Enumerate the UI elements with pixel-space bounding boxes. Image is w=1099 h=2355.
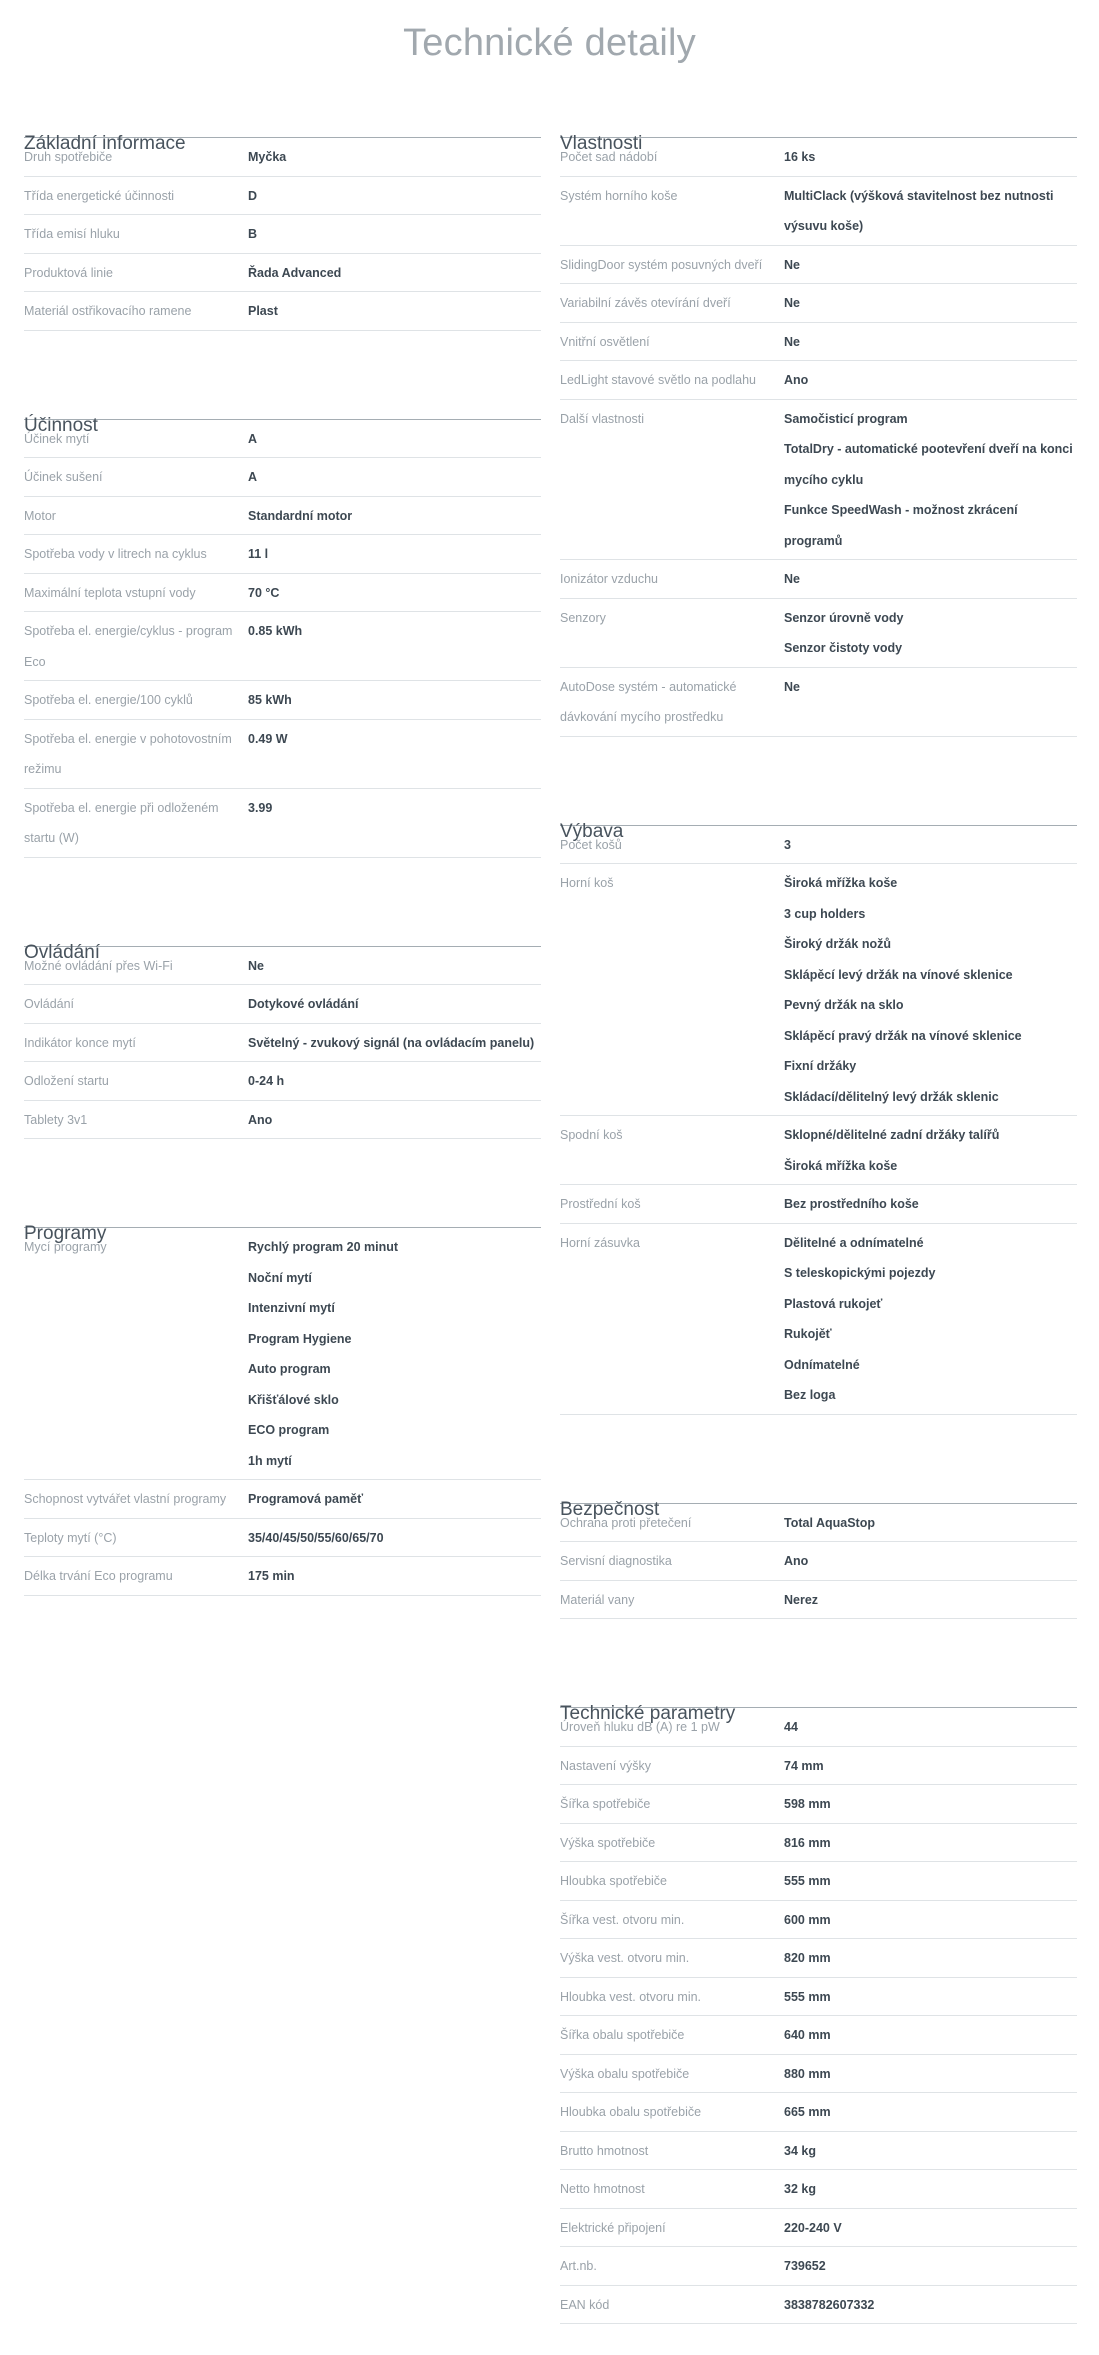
spec-label: Schopnost vytvářet vlastní programy — [24, 1492, 227, 1506]
spec-row — [560, 2132, 1077, 2171]
section-title — [560, 768, 1077, 842]
spec-values — [784, 288, 1077, 319]
spec-value: A — [248, 470, 258, 484]
spec-values — [248, 219, 541, 250]
spec-value: 74 mm — [784, 1758, 824, 1773]
spec-value: TotalDry - automatické pootevření dveří na konci mycího cyklu — [784, 442, 1073, 487]
spec-value: Řada Advanced — [248, 265, 342, 280]
spec-values — [248, 1523, 541, 1554]
spec-value: 3838782607332 — [784, 2297, 875, 2312]
spec-label: Účinek mytí — [24, 431, 90, 446]
spec-value: Široká mřížka koše — [784, 1158, 898, 1173]
spec-row — [560, 1504, 1077, 1543]
spec-row — [24, 612, 541, 681]
spec-value: Ne — [248, 958, 264, 973]
spec-value: Dotykové ovládání — [248, 997, 359, 1011]
spec-label: Vnitřní osvětlení — [560, 334, 650, 349]
spec-values — [248, 539, 541, 570]
section-vybava — [560, 768, 1077, 1415]
spec-value: Rychlý program 20 minut — [248, 1240, 399, 1254]
spec-values — [784, 1189, 1077, 1220]
spec-label: Počet sad nádobí — [560, 150, 658, 164]
spec-values — [784, 2251, 1077, 2282]
spec-values — [784, 868, 1077, 1112]
spec-values — [784, 2213, 1077, 2244]
spec-label: Ovládání — [24, 997, 75, 1011]
spec-row — [560, 2170, 1077, 2209]
spec-label: Brutto hmotnost — [560, 2143, 649, 2158]
section-title — [24, 80, 541, 154]
spec-values — [784, 250, 1077, 281]
spec-value: Myčka — [248, 150, 287, 164]
spec-values — [248, 181, 541, 212]
spec-values — [784, 365, 1077, 396]
spec-value: 820 mm — [784, 1951, 831, 1965]
spec-values — [784, 564, 1077, 595]
spec-values — [248, 1028, 541, 1059]
spec-label: LedLight stavové světlo na podlahu — [560, 373, 756, 387]
spec-values — [784, 1982, 1077, 2013]
section-ovladani — [24, 889, 541, 1140]
spec-value: D — [248, 188, 258, 203]
section-title-text: Účinnost — [24, 414, 98, 436]
spec-row — [24, 1519, 541, 1558]
spec-values — [248, 1066, 541, 1097]
spec-values — [248, 462, 541, 493]
spec-label: EAN kód — [560, 2297, 610, 2312]
spec-row — [560, 1224, 1077, 1415]
spec-row — [24, 138, 541, 177]
spec-label: Počet košů — [560, 837, 622, 852]
spec-value: Bez loga — [784, 1388, 836, 1402]
spec-values — [784, 2174, 1077, 2205]
spec-values — [248, 578, 541, 609]
spec-value: Světelný - zvukový signál (na ovládacím panelu) — [248, 1035, 535, 1050]
spec-label: Produktová linie — [24, 265, 113, 280]
spec-label: Nastavení výšky — [560, 1758, 652, 1773]
spec-value: Total AquaStop — [784, 1515, 875, 1530]
spec-values — [784, 2059, 1077, 2090]
spec-value: Program Hygiene — [248, 1331, 352, 1346]
spec-values — [784, 2020, 1077, 2051]
spec-values — [784, 1712, 1077, 1743]
spec-values — [784, 1751, 1077, 1782]
spec-label: Spotřeba el. energie/100 cyklů — [24, 693, 193, 707]
section-title-text: Bezpečnost — [560, 1498, 660, 1520]
section-programy — [24, 1170, 541, 1596]
spec-label: Netto hmotnost — [560, 2182, 645, 2196]
spec-value: 0.85 kWh — [248, 624, 303, 638]
spec-row — [560, 1901, 1077, 1940]
spec-label: Systém horního koše — [560, 188, 678, 203]
spec-row — [560, 2247, 1077, 2286]
spec-row — [24, 947, 541, 986]
spec-value: 665 mm — [784, 2105, 831, 2119]
spec-value: Ne — [784, 296, 800, 310]
section-ucinnost — [24, 362, 541, 858]
spec-row — [560, 2055, 1077, 2094]
spec-value: 555 mm — [784, 1874, 831, 1888]
spec-value: Samočisticí program — [784, 411, 908, 426]
spec-value: 85 kWh — [248, 693, 292, 707]
spec-label: Horní zásuvka — [560, 1235, 640, 1250]
spec-value: 11 l — [248, 547, 269, 561]
spec-value: 816 mm — [784, 1835, 831, 1850]
spec-row — [24, 1101, 541, 1140]
spec-value: 640 mm — [784, 2028, 831, 2042]
spec-value: 0-24 h — [248, 1074, 285, 1088]
spec-value: Rukojěť — [784, 1327, 832, 1341]
spec-label: Odložení startu — [24, 1074, 109, 1088]
spec-row — [560, 1862, 1077, 1901]
spec-values — [784, 1120, 1077, 1181]
spec-value: Ne — [784, 257, 800, 272]
spec-row — [560, 2209, 1077, 2248]
spec-value: Dělitelné a odnímatelné — [784, 1235, 924, 1250]
spec-label: Senzory — [560, 610, 606, 625]
spec-values — [784, 830, 1077, 861]
spec-value: 880 mm — [784, 2066, 831, 2081]
spec-value: Intenzivní mytí — [248, 1301, 335, 1315]
section-title — [24, 362, 541, 436]
spec-label: Art.nb. — [560, 2259, 597, 2273]
spec-values — [784, 1228, 1077, 1411]
spec-label: Ochrana proti přetečení — [560, 1515, 692, 1530]
spec-value: Široká mřížka koše — [784, 876, 898, 890]
spec-value: 175 min — [248, 1569, 295, 1583]
spec-value: 739652 — [784, 2259, 826, 2273]
spec-label: Možné ovládání přes Wi-Fi — [24, 958, 173, 973]
right-column — [560, 80, 1077, 2355]
section-vlastnosti — [560, 80, 1077, 737]
spec-values — [248, 1484, 541, 1515]
spec-row — [24, 535, 541, 574]
spec-label: AutoDose systém - automatické dávkování mycího prostředku — [560, 679, 737, 724]
spec-row — [24, 292, 541, 331]
spec-label: Indikátor konce mytí — [24, 1035, 136, 1050]
section-title-text: Technické parametry — [560, 1703, 736, 1724]
spec-value: 34 kg — [784, 2143, 816, 2158]
spec-row — [560, 826, 1077, 865]
spec-values — [784, 1828, 1077, 1859]
spec-values — [248, 1232, 541, 1476]
spec-value: 598 mm — [784, 1797, 831, 1811]
spec-label: Další vlastnosti — [560, 411, 645, 426]
spec-value: 555 mm — [784, 1989, 831, 2004]
spec-value: Noční mytí — [248, 1270, 312, 1285]
spec-label: Spodní koš — [560, 1128, 623, 1142]
spec-value: Auto program — [248, 1362, 331, 1376]
spec-row — [560, 284, 1077, 323]
spec-values — [784, 1905, 1077, 1936]
spec-values — [784, 603, 1077, 664]
spec-row — [560, 864, 1077, 1116]
spec-value: A — [248, 431, 258, 446]
spec-value: Ano — [784, 1554, 809, 1568]
spec-value: Křišťálové sklo — [248, 1392, 339, 1407]
spec-row — [560, 560, 1077, 599]
spec-row — [24, 574, 541, 613]
spec-value: Pevný držák na sklo — [784, 998, 904, 1012]
spec-label: Horní koš — [560, 876, 614, 890]
spec-values — [784, 1585, 1077, 1616]
spec-values — [248, 724, 541, 785]
spec-values — [248, 501, 541, 532]
spec-row — [560, 599, 1077, 668]
spec-label: Teploty mytí (°C) — [24, 1530, 117, 1545]
spec-value: Funkce SpeedWash - možnost zkrácení programů — [784, 503, 1018, 548]
spec-label: SlidingDoor systém posuvných dveří — [560, 257, 763, 272]
spec-label: Elektrické připojení — [560, 2220, 666, 2235]
spec-row — [560, 2016, 1077, 2055]
spec-values — [248, 951, 541, 982]
spec-row — [24, 1557, 541, 1596]
section-title-text: Vlastnosti — [560, 133, 643, 154]
spec-row — [24, 720, 541, 789]
spec-row — [24, 254, 541, 293]
spec-label: Spotřeba el. energie při odloženém startu (W) — [24, 800, 219, 845]
spec-label: Spotřeba el. energie/cyklus - program Eco — [24, 624, 233, 669]
spec-row — [24, 1228, 541, 1480]
spec-label: Tablety 3v1 — [24, 1112, 88, 1127]
spec-label: Druh spotřebiče — [24, 150, 113, 164]
spec-value: MultiClack (výšková stavitelnost bez nutnosti výsuvu koše) — [784, 188, 1054, 233]
spec-label: Šířka vest. otvoru min. — [560, 1912, 685, 1927]
spec-value: 3.99 — [248, 800, 273, 815]
spec-row — [560, 400, 1077, 561]
spec-value: 3 cup holders — [784, 906, 866, 921]
spec-label: Třída emisí hluku — [24, 227, 120, 241]
spec-value: Programová paměť — [248, 1492, 364, 1506]
page-title: Technické detaily — [403, 22, 696, 64]
spec-row — [560, 668, 1077, 737]
spec-values — [248, 1561, 541, 1592]
spec-values — [248, 1105, 541, 1136]
section-title — [24, 1170, 541, 1244]
spec-row — [560, 1785, 1077, 1824]
spec-values — [248, 296, 541, 327]
spec-value: Skládací/dělitelný levý držák sklenic — [784, 1089, 999, 1104]
spec-values — [248, 793, 541, 854]
spec-row — [560, 2093, 1077, 2132]
spec-label: Výška spotřebiče — [560, 1835, 656, 1850]
spec-values — [784, 1943, 1077, 1974]
spec-label: Úroveň hluku dB (A) re 1 pW — [560, 1720, 720, 1734]
section-title-text: Výbava — [560, 820, 624, 842]
section-technicke-parametry — [560, 1650, 1077, 2324]
spec-row — [24, 681, 541, 720]
spec-row — [560, 1824, 1077, 1863]
spec-row — [24, 985, 541, 1024]
spec-value: 1h mytí — [248, 1453, 292, 1468]
spec-values — [248, 424, 541, 455]
section-zakladni-informace — [24, 80, 541, 331]
spec-label: Motor — [24, 508, 56, 523]
spec-row — [24, 1062, 541, 1101]
spec-row — [24, 458, 541, 497]
spec-value: Sklopné/dělitelné zadní držáky talířů — [784, 1128, 1000, 1142]
spec-values — [784, 2290, 1077, 2321]
spec-row — [560, 1185, 1077, 1224]
section-title — [560, 80, 1077, 154]
spec-row — [560, 177, 1077, 246]
spec-value: Fixní držáky — [784, 1059, 857, 1073]
spec-label: Výška obalu spotřebiče — [560, 2066, 690, 2081]
spec-values — [784, 672, 1077, 733]
spec-label: Spotřeba el. energie v pohotovostním režimu — [24, 731, 232, 776]
spec-row — [560, 1978, 1077, 2017]
spec-label: Mycí programy — [24, 1240, 107, 1254]
spec-values — [784, 404, 1077, 557]
spec-value: Ne — [784, 334, 800, 349]
spec-label: Hloubka obalu spotřebiče — [560, 2105, 702, 2119]
spec-row — [560, 138, 1077, 177]
spec-row — [560, 361, 1077, 400]
section-title-text: Ovládání — [24, 941, 101, 963]
spec-value: Bez prostředního koše — [784, 1197, 919, 1211]
spec-value: Ano — [784, 373, 809, 387]
spec-row — [560, 1581, 1077, 1620]
section-title-text: Základní informace — [24, 133, 186, 154]
spec-label: Servisní diagnostika — [560, 1554, 672, 1568]
spec-value: 32 kg — [784, 2182, 816, 2196]
spec-row — [560, 323, 1077, 362]
spec-value: 44 — [784, 1720, 798, 1734]
spec-value: Plastová rukojeť — [784, 1296, 883, 1311]
spec-label: Materiál vany — [560, 1592, 635, 1607]
spec-value: ECO program — [248, 1423, 330, 1437]
spec-label: Prostřední koš — [560, 1197, 641, 1211]
spec-value: Plast — [248, 304, 278, 318]
spec-row — [560, 1747, 1077, 1786]
spec-values — [248, 142, 541, 173]
spec-label: Výška vest. otvoru min. — [560, 1951, 690, 1965]
spec-values — [784, 1866, 1077, 1897]
spec-value: Nerez — [784, 1592, 819, 1607]
spec-value: 0.49 W — [248, 731, 288, 746]
spec-label: Šířka obalu spotřebiče — [560, 2028, 685, 2042]
spec-values — [784, 2136, 1077, 2167]
spec-row — [560, 1542, 1077, 1581]
spec-row — [24, 177, 541, 216]
spec-label: Účinek sušení — [24, 470, 103, 484]
section-title — [24, 889, 541, 963]
spec-value: Senzor čistoty vody — [784, 641, 903, 655]
spec-row — [560, 1708, 1077, 1747]
left-column — [24, 80, 541, 1627]
spec-label: Hloubka spotřebiče — [560, 1874, 668, 1888]
spec-row — [560, 1116, 1077, 1185]
spec-row — [24, 1480, 541, 1519]
spec-row — [24, 789, 541, 858]
section-title — [560, 1446, 1077, 1520]
spec-value: 35/40/45/50/55/60/65/70 — [248, 1530, 384, 1545]
spec-values — [784, 1546, 1077, 1577]
spec-values — [248, 616, 541, 677]
spec-value: 70 °C — [248, 585, 280, 600]
spec-values — [248, 258, 541, 289]
spec-label: Třída energetické účinnosti — [24, 188, 175, 203]
spec-row — [24, 420, 541, 459]
spec-value: 3 — [784, 837, 791, 852]
spec-label: Maximální teplota vstupní vody — [24, 585, 196, 600]
spec-values — [784, 1508, 1077, 1539]
spec-label: Šířka spotřebiče — [560, 1797, 651, 1811]
spec-value: B — [248, 227, 258, 241]
spec-value: Ne — [784, 679, 800, 694]
spec-label: Délka trvání Eco programu — [24, 1569, 173, 1583]
spec-value: Ano — [248, 1112, 273, 1127]
spec-row — [560, 2286, 1077, 2325]
spec-value: Sklápěcí levý držák na vínové sklenice — [784, 967, 1013, 982]
spec-value: 16 ks — [784, 150, 816, 164]
spec-label: Spotřeba vody v litrech na cyklus — [24, 547, 207, 561]
spec-values — [784, 181, 1077, 242]
spec-values — [248, 989, 541, 1020]
spec-label: Variabilní závěs otevírání dveří — [560, 296, 731, 310]
spec-row — [24, 497, 541, 536]
spec-value: 600 mm — [784, 1912, 831, 1927]
spec-value: Ne — [784, 572, 800, 586]
spec-values — [248, 685, 541, 716]
spec-value: 220-240 V — [784, 2220, 842, 2235]
spec-row — [24, 1024, 541, 1063]
spec-label: Hloubka vest. otvoru min. — [560, 1989, 702, 2004]
spec-values — [784, 1789, 1077, 1820]
spec-value: Široký držák nožů — [784, 937, 891, 951]
spec-row — [560, 1939, 1077, 1978]
spec-label: Ionizátor vzduchu — [560, 572, 658, 586]
spec-row — [24, 215, 541, 254]
spec-value: Standardní motor — [248, 508, 353, 523]
spec-values — [784, 2097, 1077, 2128]
spec-value: Sklápěcí pravý držák na vínové sklenice — [784, 1028, 1022, 1043]
spec-value: S teleskopickými pojezdy — [784, 1266, 936, 1280]
spec-values — [784, 327, 1077, 358]
spec-values — [784, 142, 1077, 173]
section-title — [560, 1650, 1077, 1724]
spec-value: Senzor úrovně vody — [784, 610, 904, 625]
spec-label: Materiál ostřikovacího ramene — [24, 304, 192, 318]
spec-row — [560, 246, 1077, 285]
section-bezpecnost — [560, 1446, 1077, 1620]
spec-value: Odnímatelné — [784, 1357, 860, 1372]
section-title-text: Programy — [24, 1223, 107, 1244]
